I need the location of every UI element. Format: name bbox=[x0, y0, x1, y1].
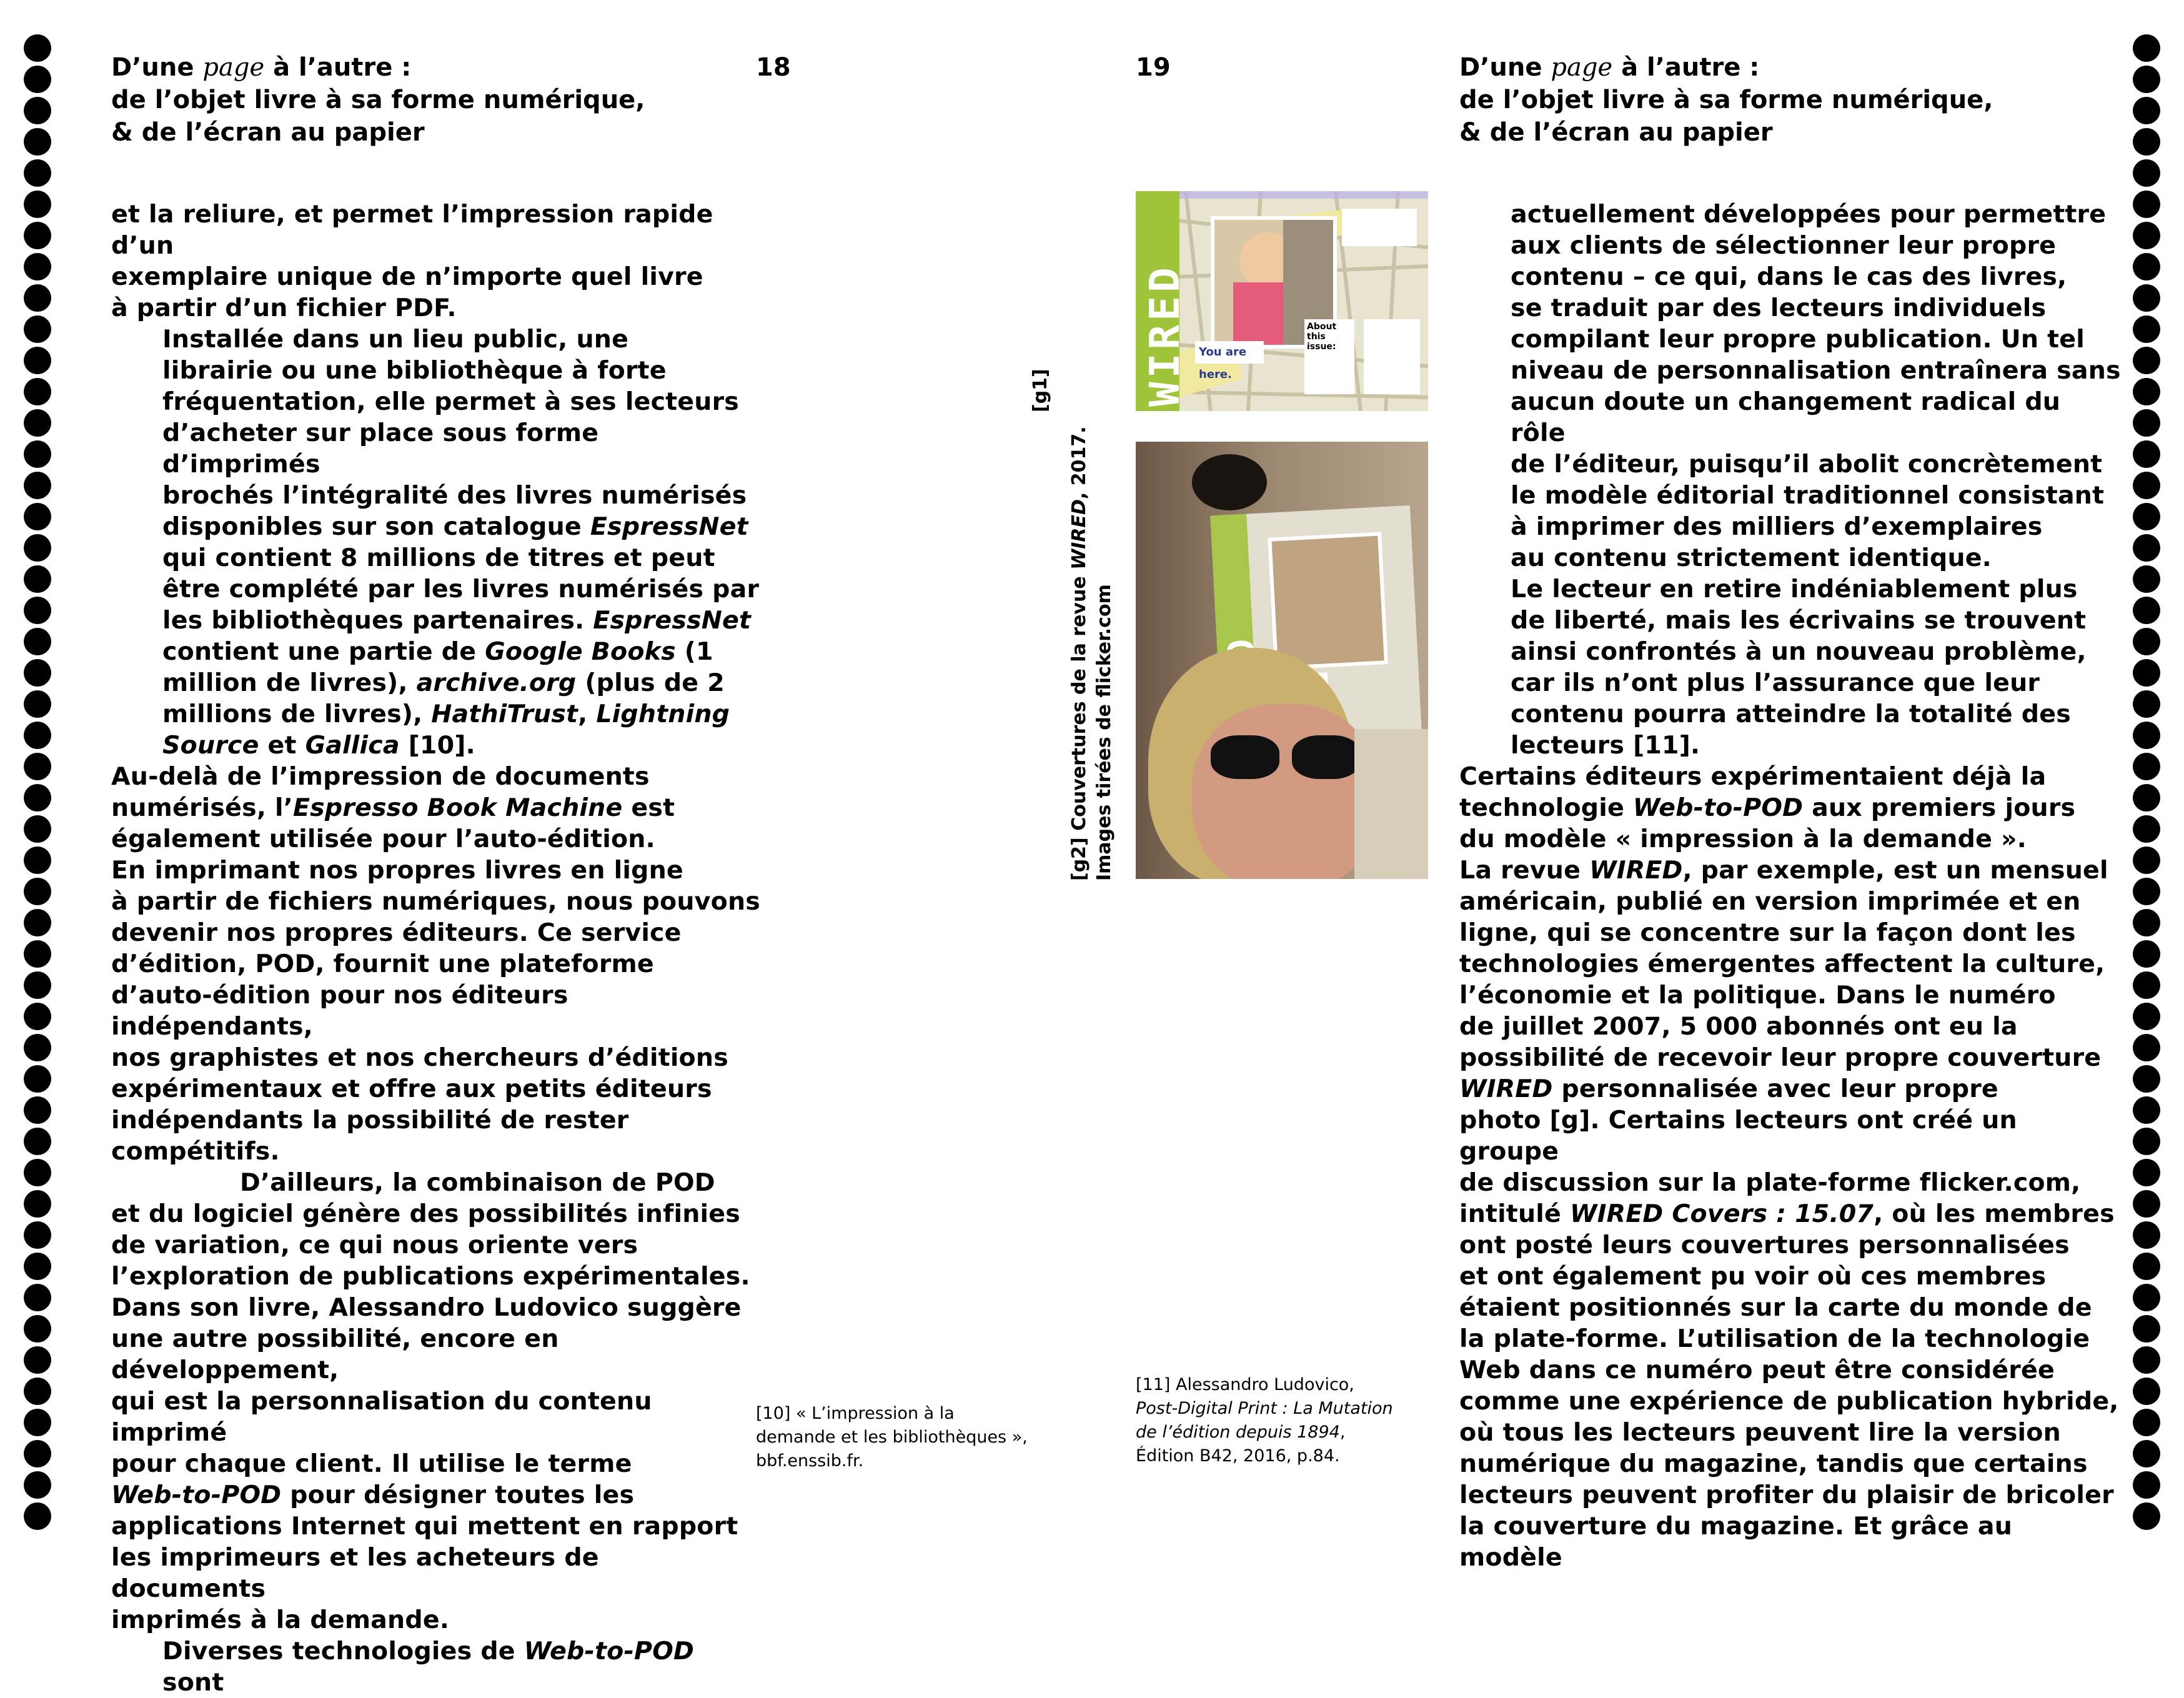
binding-holes-left bbox=[24, 34, 51, 1534]
footnote-10: [10] « L’impression à la demande et les bibliothèques », bbf.enssib.fr. bbox=[756, 1404, 1028, 1471]
wired-cover-photo-large bbox=[1136, 442, 1428, 879]
paragraph: Installée dans un lieu public, une librairie ou une bibliothèque à forte fréquentation, elle permet à ses lecteurs d’acheter sur place sous forme d’imprimés brochés l’intégralité des livres numérisés disponibles sur son catalogue EspressNet qui contient 8 millions de titres et peut être complété par les livres numérisés par les bibliothèques partenaires. EspressNet contient une partie de Google Books (1 million de livres), archive.org (plus de 2 millions de livres), HathiTrust, Lightning Source et Gallica [10]. bbox=[162, 325, 760, 760]
body-text-left bbox=[111, 199, 761, 1698]
paragraph: Diverses technologies de Web-to-POD sont bbox=[162, 1637, 694, 1697]
paragraph: et du logiciel génère des possibilités infinies de variation, ce qui nous oriente vers l’exploration de publications expérimentales. Dans son livre, Alessandro Ludovico suggère une autre possibilité, encore en développement, qui est la personnalisation du contenu imprimé pour chaque client. Il utilise le terme Web-to-POD pour désigner toutes les applications Internet qui mettent en rapport les imprimeurs et les acheteurs de documents imprimés à la demande. bbox=[111, 1199, 750, 1634]
paragraph: Certains éditeurs expérimentaient déjà la technologie Web-to-POD aux premiers jours du modèle « impression à la demande ». La revue WIRED, par exemple, est un mensuel américain, publié en version imprimée et en ligne, qui se concentre sur la façon dont les technologies émergentes affectent la culture, l’économie et la politique. Dans le numéro de juillet 2007, 5 000 abonnés ont eu la possibilité de recevoir leur propre couverture WIRED personnalisée avec leur propre photo [g]. Certains lecteurs ont créé un groupe de discussion sur la plate-forme flicker.com, intitulé WIRED Covers : 15.07, où les membres ont posté leurs couvertures personnalisées et ont également pu voir où ces membres étaient positionnés sur la carte du monde de la plate-forme. L’utilisation de la technologie Web dans ce numéro peut être considérée comme une expérience de publication hybride, où tous les lecteurs peuvent lire la version numérique du magazine, tandis que certains lecteurs peuvent profiter du plaisir de bricoler la couverture du magazine. Et grâce au modèle bbox=[1459, 762, 2119, 1572]
running-header-right: D’une page à l’autre : de l’objet livre à sa forme numérique, & de l’écran au papier bbox=[1459, 53, 1993, 147]
face bbox=[1192, 704, 1379, 879]
about-issue-box: About this issue: bbox=[1304, 319, 1354, 394]
paragraph-lead: D’ailleurs, la combinaison de POD bbox=[240, 1168, 715, 1197]
sunglasses-left-icon bbox=[1211, 735, 1279, 779]
binding-holes-right bbox=[2133, 34, 2160, 1534]
wired-cover-photo-small bbox=[1136, 191, 1428, 411]
paragraph: Au-delà de l’impression de documents numérisés, l’Espresso Book Machine est également utilisée pour l’auto-édition. En imprimant nos propres livres en ligne à partir de fichiers numériques, nous pouvons devenir nos propres éditeurs. Ce service d’édition, POD, fournit une plateforme d’auto-édition pour nos éditeurs indépendants, nos graphistes et nos chercheurs d’éditions expérimentaux et offre aux petits éditeurs indépendants la possibilité de rester compétitifs. bbox=[111, 762, 760, 1166]
you-are-here-label: You are here. bbox=[1195, 341, 1264, 364]
running-header-left: D’une page à l’autre : de l’objet livre à sa forme numérique, & de l’écran au papier bbox=[111, 53, 645, 147]
wired-logo: WIRED bbox=[1141, 264, 1189, 407]
body-text-right bbox=[1459, 199, 2122, 1573]
page-number-right: 19 bbox=[1136, 53, 1171, 82]
sunglasses-right-icon bbox=[1292, 735, 1361, 779]
paragraph: et la reliure, et permet l’impression rapide d’un exemplaire unique de n’importe quel livre à partir d’un fichier PDF. bbox=[111, 200, 713, 322]
paragraph: actuellement développées pour permettre aux clients de sélectionner leur propre contenu – ce qui, dans le cas des livres, se traduit par des lecteurs individuels compilant leur propre publication. Un tel niveau de personnalisation entraînera sans aucun doute un changement radical du rôle de l’éditeur, puisqu’il abolit concrètement le modèle éditorial traditionnel consistant à imprimer des milliers d’exemplaires au contenu strictement identique. Le lecteur en retire indéniablement plus de liberté, mais les écrivains se trouvent ainsi confrontés à un nouveau problème, car ils n’ont plus l’assurance que leur contenu pourra atteindre la totalité des lecteurs [11]. bbox=[1511, 200, 2121, 760]
footnote-11: [11] Alessandro Ludovico, Post-Digital Print : La Mutation de l’édition depuis 1894, Édition B42, 2016, p.84. bbox=[1136, 1375, 1393, 1466]
figure-label-g1: [g1] bbox=[1030, 369, 1051, 412]
figure-caption-g2: [g2] Couvertures de la revue WIRED, 2017. Images tirées de flicker.com bbox=[1068, 426, 1115, 881]
page-number-left: 18 bbox=[756, 53, 791, 82]
